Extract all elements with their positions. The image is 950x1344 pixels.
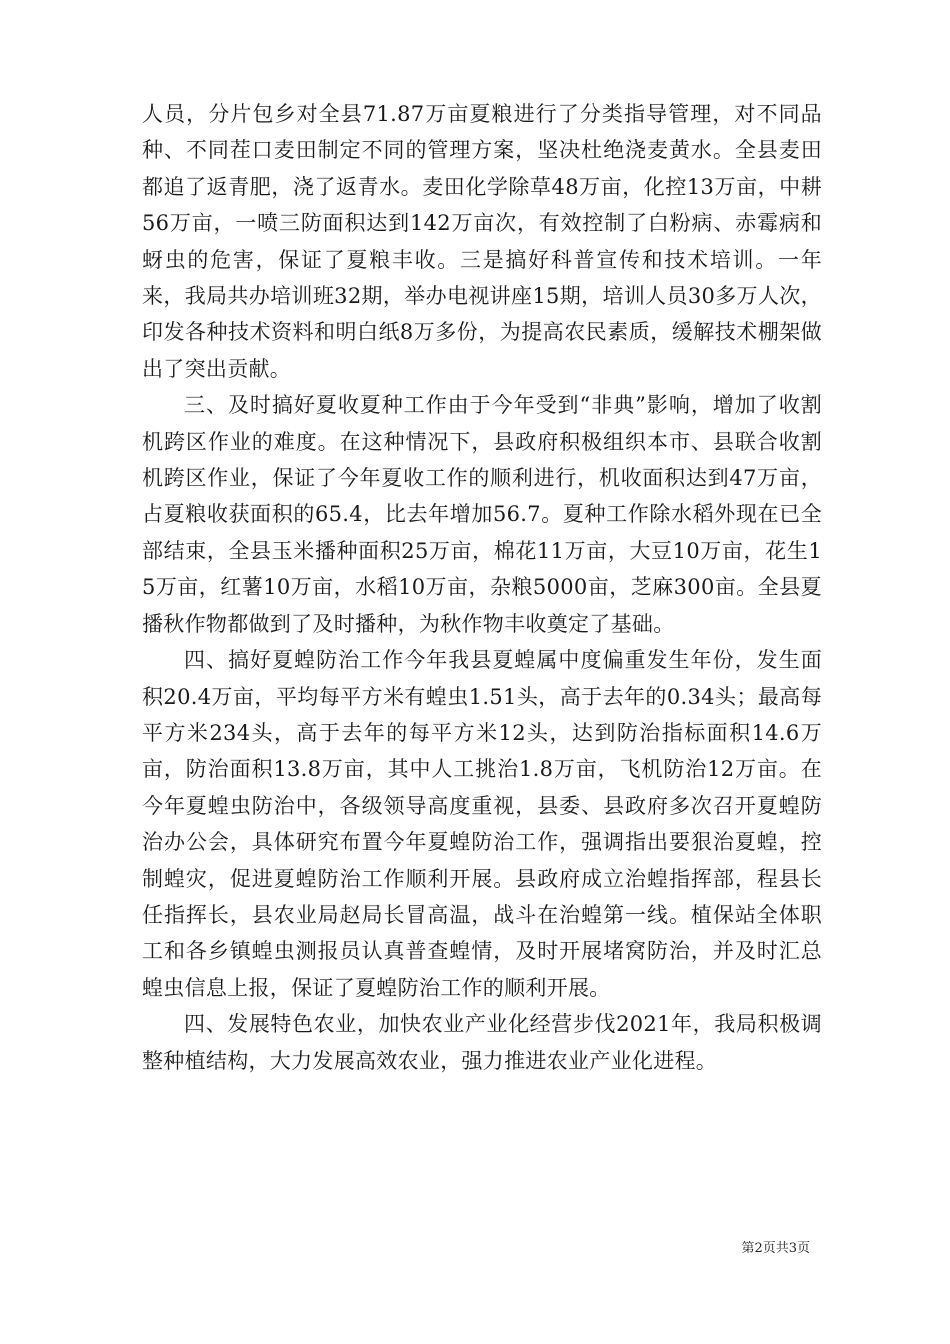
paragraph-summer-harvest: 三、及时搞好夏收夏种工作由于今年受到“非典”影响，增加了收割机跨区作业的难度。在这种情况下，县政府积极组织本市、县联合收割机跨区作业，保证了今年夏收工作的顺利进行，机收面积达到47万亩，占夏粮收获面积的65.4，比去年增加56.7。夏种工作除水稻外现在已全部结束，全县玉米播种面积25万亩，棉花11万亩，大豆10万亩，花生15万亩，红薯10万亩，水稻10万亩，杂粮5000亩，芝麻300亩。全县夏播秋作物都做到了及时播种，为秋作物丰收奠定了基础。 <box>142 393 822 636</box>
page-number: 第2页共3页 <box>741 1241 810 1256</box>
paragraph-locust-control: 四、搞好夏蝗防治工作今年我县夏蝗属中度偏重发生年份，发生面积20.4万亩，平均每平方米有蝗虫1.51头，高于去年的0.34头；最高每平方米234头，高于去年的每平方米12头，达到防治指标面积14.6万亩，防治面积13.8万亩，其中人工挑治1.8万亩，飞机防治12万亩。在今年夏蝗虫防治中，各级领导高度重视，县委、县政府多次召开夏蝗防治办公会，具体研究布置今年夏蝗防治工作，强调指出要狠治夏蝗，控制蝗灾，促进夏蝗防治工作顺利开展。县政府成立治蝗指挥部，程县长任指挥长，县农业局赵局长冒高温，战斗在治蝗第一线。植保站全体职工和各乡镇蝗虫测报员认真普查蝗情，及时开展堵窝防治，并及时汇总蝗虫信息上报，保证了夏蝗防治工作的顺利开展。 <box>142 648 822 1000</box>
paragraph-specialty-agriculture: 四、发展特色农业，加快农业产业化经营步伐2021年，我局积极调整种植结构，大力发展高效农业，强力推进农业产业化进程。 <box>142 1012 822 1073</box>
document-body <box>142 96 822 1079</box>
paragraph-continuation: 人员，分片包乡对全县71.87万亩夏粮进行了分类指导管理，对不同品种、不同茬口麦田制定不同的管理方案，坚决杜绝浇麦黄水。全县麦田都追了返青肥，浇了返青水。麦田化学除草48万亩，化控13万亩，中耕56万亩，一喷三防面积达到142万亩次，有效控制了白粉病、赤霉病和蚜虫的危害，保证了夏粮丰收。三是搞好科普宣传和技术培训。一年来，我局共办培训班32期，举办电视讲座15期，培训人员30多万人次，印发各种技术资料和明白纸8万多份，为提高农民素质，缓解技术棚架做出了突出贡献。 <box>142 102 822 381</box>
